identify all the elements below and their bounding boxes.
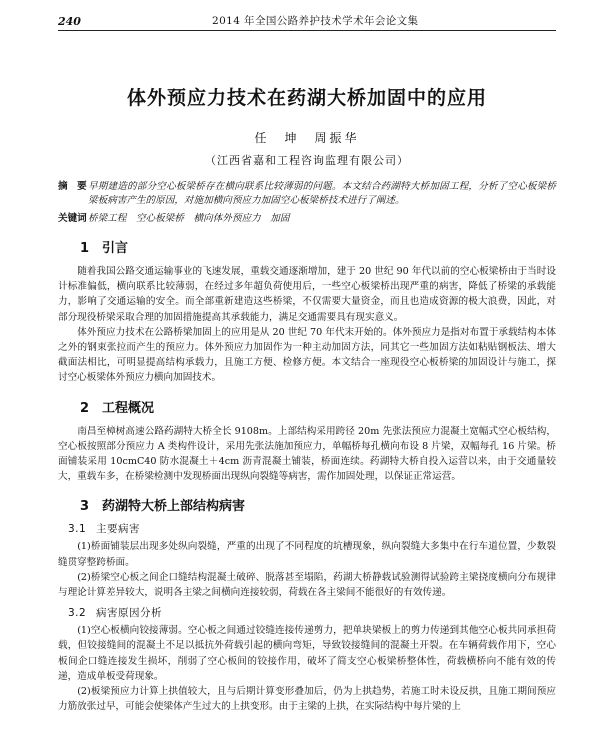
abstract-text: 早期建造的部分空心板梁桥存在横向联系比较薄弱的问题。本文结合药湖特大桥加固工程，分析了空心板梁桥梁板病害产生的原因，对施加横向预应力加固空心板梁桥技术进行了阐述。 — [88, 181, 556, 206]
section-number: 2 — [80, 400, 90, 416]
body-paragraph: (2)板梁预应力计算上拱值较大，且与后期计算变形叠加后，仍为上拱趋势，若施工时未设反拱，且施工期间预应力筋放张过早，可能会使梁体产生过大的上拱变形。由于主梁的上拱，在实际结构中每片梁的上 — [58, 686, 556, 713]
body-paragraph: 体外预应力技术在公路桥梁加固上的应用是从 20 世纪 70 年代末开始的。体外预应力是指对布置于承载结构本体之外的钢束张拉而产生的预应力。体外预应力加固作为一种主动加固方法，同其它一些加固方法如粘贴钢板法、增大截面法相比，可明显提高结构承载力，且施工方便、检修方便。本文结合一座现役空心板桥梁的加固设计与施工，探讨空心板梁体外预应力横向加固技术。 — [58, 326, 556, 384]
body-paragraph: (1)桥面铺装层出现多处纵向裂缝，严重的出现了不同程度的坑槽现象，纵向裂缝大多集中在行车道位置，少数裂缝贯穿整跨桥面。 — [58, 541, 556, 568]
journal-title: 2014 年全国公路养护技术学术年会论文集 — [212, 15, 419, 27]
subsection-heading-3-1 — [58, 522, 556, 537]
section-title: 药湖特大桥上部结构病害 — [102, 499, 246, 515]
abstract-block — [58, 180, 556, 208]
running-header — [58, 8, 556, 31]
abstract-label: 摘 要 — [58, 181, 87, 192]
subsection-number: 3.2 — [68, 607, 87, 620]
author-list: 任 坤 周振华 — [254, 131, 360, 145]
keywords-block — [58, 212, 556, 226]
subsection-heading-3-2 — [58, 606, 556, 621]
body-paragraph: 随着我国公路交通运输事业的飞速发展，重载交通逐渐增加，建于 20 世纪 90 年代以前的空心板梁桥由于当时设计标准偏低，横向联系比较薄弱，在经过多年超负荷使用后，一些空心板梁桥出现严重的病害，降低了桥梁的承载能力，影响了交通运输的安全。而全部重新建造这些桥梁，不仅需要大量资金，而且也造成资源的极大浪费，因此，对部分现役桥梁采取合理的加固措施提高其承载能力，满足交通需要具有现实意义。 — [58, 266, 556, 323]
subsection-number: 3.1 — [68, 523, 87, 536]
section-heading-1 — [58, 240, 556, 258]
section-title: 引言 — [102, 241, 129, 256]
section-heading-3 — [58, 498, 556, 516]
page-number: 240 — [58, 15, 81, 28]
section-title: 工程概况 — [102, 400, 155, 416]
body-paragraph: 南昌至樟树高速公路药湖特大桥全长 9108m。上部结构采用跨径 20m 先张法预应力混凝土宽幅式空心板结构，空心板按照部分预应力 A 类构件设计，采用先张法施加预应力，单幅桥每孔横向布设 8 片梁，双幅每孔 16 片梁。桥面铺装采用 10cmC40 防水混凝土＋4cm 沥青混凝土铺装，桥面连续。药湖特大桥自投入运营以来，由于交通量较大，重载车多，在桥梁检测中发现桥面出现纵向裂缝等病害，需作加固处理，以保证正常运营。 — [58, 425, 556, 483]
section-heading-2 — [58, 400, 556, 418]
author-affiliation: （江西省嘉和工程咨询监理有限公司） — [205, 154, 409, 167]
section-number: 3 — [80, 499, 90, 515]
paper-title: 体外预应力技术在药湖大桥加固中的应用 — [126, 87, 487, 109]
keywords-label: 关键词 — [58, 213, 87, 224]
body-paragraph: (1)空心板横向铰接薄弱。空心板之间通过铰缝连接传递剪力，把单块梁板上的剪力传递到其他空心板共同承担荷载，但铰接缝间的混凝土不足以抵抗外荷载引起的横向弯矩，导致铰接缝间的混凝土开裂。在车辆荷载作用下，空心板间企口缝连接发生损坏，削弱了空心板间的铰接作用，破坏了简支空心板梁桥整体性，荷载横桥向不能有效的传递，造成单板受荷现象。 — [58, 625, 556, 682]
body-paragraph: (2)桥梁空心板之间企口缝结构混凝土破碎、脱落甚至塌陷，药湖大桥静载试验测得试验跨主梁挠度横向分布规律与理论计算差异较大，说明各主梁之间横向连接较弱，荷载在各主梁间不能很好的有效传递。 — [58, 571, 556, 599]
subsection-title: 病害原因分析 — [96, 607, 162, 620]
subsection-title: 主要病害 — [96, 523, 140, 536]
keywords-text: 桥梁工程 空心板梁桥 横向体外预应力 加固 — [88, 213, 290, 224]
section-number: 1 — [80, 241, 90, 256]
